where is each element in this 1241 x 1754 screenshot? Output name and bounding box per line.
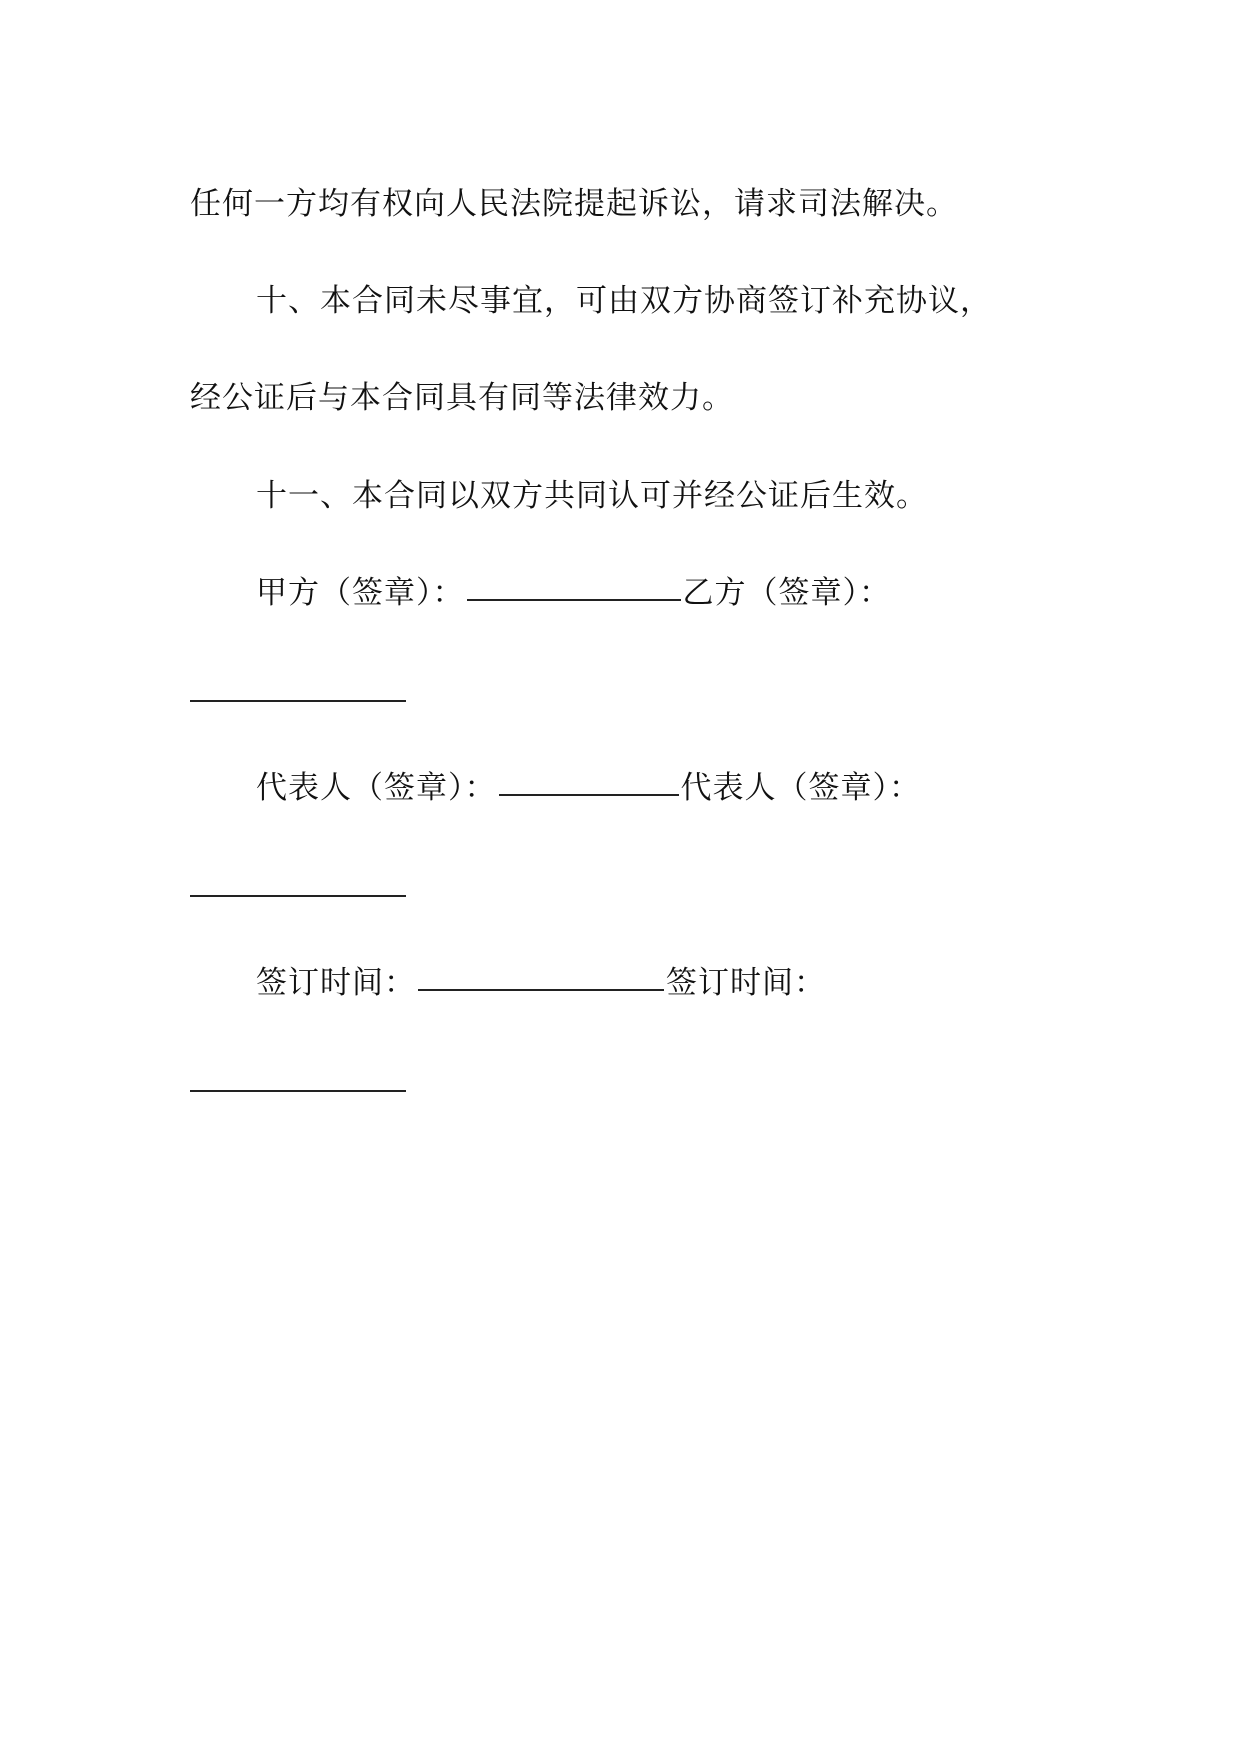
- party-b-signature-blank: [190, 700, 406, 702]
- paragraph-9-continuation: 任何一方均有权向人民法院提起诉讼，请求司法解决。: [190, 186, 958, 222]
- date-a-label: 签订时间：: [256, 965, 416, 1001]
- party-signature-row: [256, 573, 891, 613]
- party-a-signature-blank: [467, 598, 681, 601]
- signing-date-row: [256, 963, 826, 1003]
- date-b-blank: [190, 1090, 406, 1092]
- party-b-signature-label: 乙方（签章）：: [682, 575, 891, 611]
- representative-signature-row: [256, 768, 921, 808]
- date-a-blank: [418, 988, 664, 991]
- rep-a-signature-label: 代表人（签章）：: [256, 770, 497, 806]
- paragraph-11: 十一、本合同以双方共同认可并经公证后生效。: [256, 478, 928, 514]
- paragraph-10-line-2: 经公证后与本合同具有同等法律效力。: [190, 380, 734, 416]
- party-a-signature-label: 甲方（签章）：: [256, 575, 465, 611]
- rep-b-signature-blank: [190, 895, 406, 897]
- rep-a-signature-blank: [499, 793, 679, 796]
- paragraph-10-line-1: 十、本合同未尽事宜，可由双方协商签订补充协议，: [256, 283, 992, 319]
- date-b-label: 签订时间：: [666, 965, 826, 1001]
- rep-b-signature-label: 代表人（签章）：: [680, 770, 921, 806]
